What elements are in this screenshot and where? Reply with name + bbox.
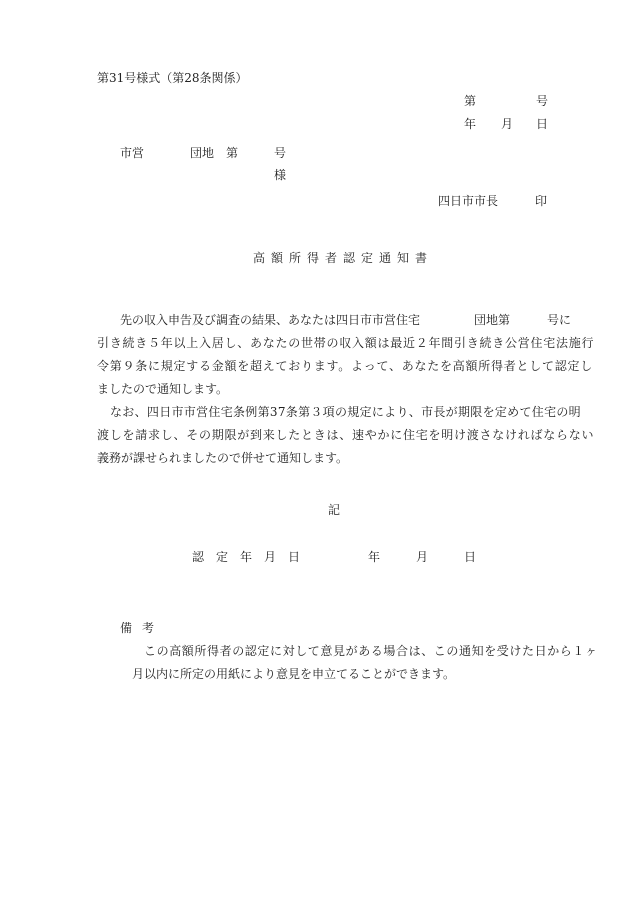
remarks-label: 備考 (120, 621, 165, 635)
form-number: 第31号様式（第28条関係） (97, 71, 248, 85)
addressee-honorific: 様 (274, 168, 287, 182)
addressee-number-prefix: 第 (226, 146, 239, 160)
doc-number-suffix: 号 (536, 94, 549, 108)
remarks-line: この高額所得者の認定に対して意見がある場合は、この通知を受けた日から１ヶ (144, 644, 598, 658)
body-line: 引き続き５年以上入居し、あなたの世帯の収入額は最近２年間引き続き公営住宅法施行 (97, 336, 595, 350)
sender-seal: 印 (535, 194, 548, 208)
addressee-complex: 団地 (190, 146, 215, 160)
addressee-city-housing: 市営 (120, 146, 145, 160)
body-line: 義務が課せられましたので併せて通知します。 (97, 451, 349, 465)
body-line: ましたので通知します。 (97, 382, 229, 396)
issue-date-day: 日 (536, 117, 549, 131)
record-heading: 記 (328, 503, 341, 517)
sender-name: 四日市市長 (438, 194, 499, 208)
document-title: 高額所得者認定通知書 (253, 251, 434, 265)
body-line: 令第９条に規定する金額を超えております。よって、あなたを高額所得者として認定し (97, 359, 594, 373)
issue-date-month: 月 (501, 117, 514, 131)
certification-month: 月 (416, 550, 429, 564)
addressee-number-suffix: 号 (274, 146, 287, 160)
body-line: 渡しを請求し、その期限が到来したときは、速やかに住宅を明け渡さなければならない (97, 428, 595, 442)
remarks-line: 月以内に所定の用紙により意見を申立てることができます。 (132, 667, 456, 681)
issue-date-year: 年 (464, 117, 477, 131)
certification-year: 年 (368, 550, 381, 564)
body-line: 号に (547, 313, 572, 327)
body-line: なお、四日市市営住宅条例第37条第３項の規定により、市長が期限を定めて住宅の明 (110, 405, 581, 419)
body-text (97, 313, 595, 474)
body-line: 先の収入申告及び調査の結果、あなたは四日市市営住宅 (120, 313, 421, 327)
certification-date-label: 認 定 年 月 日 (192, 550, 301, 564)
certification-day: 日 (464, 550, 477, 564)
body-line: 団地第 (474, 313, 511, 327)
doc-number-prefix: 第 (464, 94, 477, 108)
